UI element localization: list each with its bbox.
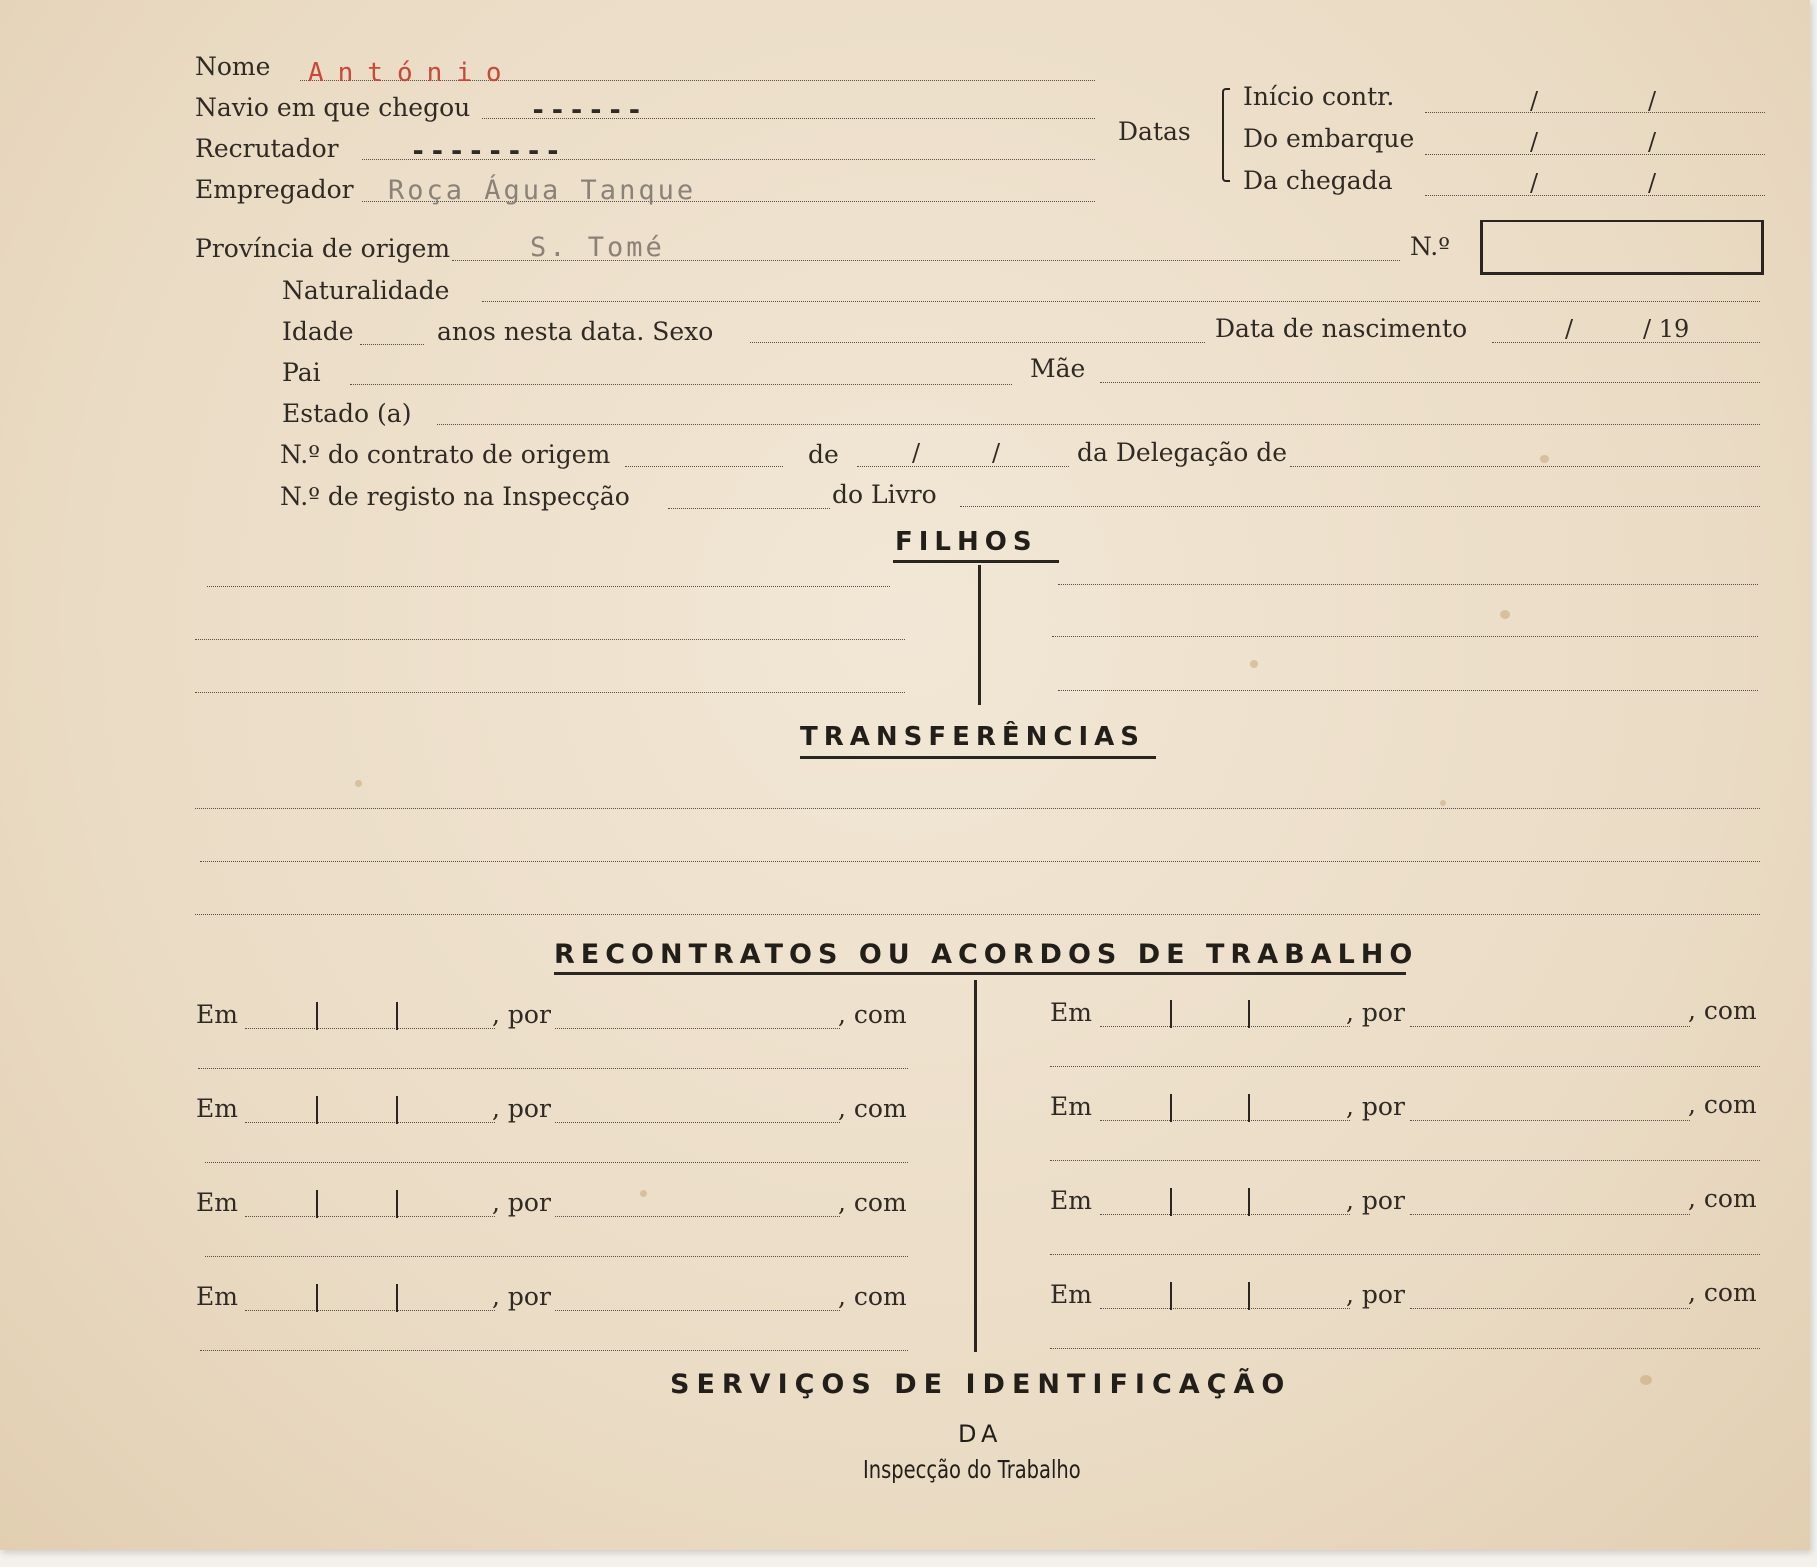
pai-line: [350, 384, 1012, 385]
recontratos-divider: [974, 980, 977, 1352]
chegada-line: [1425, 195, 1765, 196]
estado-label: Estado (a): [282, 399, 412, 428]
recontratos-underline: [554, 972, 1406, 975]
recontrato-right-1-com: , com: [1688, 996, 1757, 1025]
naturalidade-line: [482, 301, 1760, 302]
footer-inspeccao: Inspecção do Trabalho: [863, 1455, 1081, 1484]
recrutador-label: Recrutador: [195, 134, 339, 163]
navio-value: ------: [530, 95, 646, 126]
recontrato-right-4-date: [1100, 1308, 1350, 1309]
transferencias-underline: [800, 756, 1156, 759]
recontrato-right-4-em: Em: [1050, 1280, 1092, 1309]
recontrato-right-2-line2: [1050, 1160, 1760, 1161]
transferencias-line-1: [195, 808, 1760, 809]
recontrato-right-3-date: [1100, 1214, 1350, 1215]
recontrato-left-3-date: [245, 1216, 495, 1217]
provincia-label: Província de origem: [195, 234, 451, 263]
recontrato-right-3-com: , com: [1688, 1184, 1757, 1213]
contrato-label: N.º do contrato de origem: [280, 440, 611, 469]
recontrato-right-4-line2: [1050, 1348, 1760, 1349]
filhos-heading: FILHOS: [895, 527, 1038, 557]
recontrato-right-1-por-line: [1410, 1026, 1690, 1027]
recontrato-right-3-por-line: [1410, 1214, 1690, 1215]
recontrato-right-4-bar-2: [1248, 1282, 1250, 1310]
recontrato-left-4-em: Em: [196, 1282, 238, 1311]
recontrato-left-4-com: , com: [838, 1282, 907, 1311]
navio-label: Navio em que chegou: [195, 93, 471, 122]
stain: [1540, 455, 1549, 463]
embarque-slash-1: /: [1530, 128, 1539, 156]
recontrato-right-2-bar-1: [1170, 1094, 1172, 1122]
nome-value: António: [308, 58, 516, 88]
anos-sexo-label: anos nesta data. Sexo: [437, 317, 714, 346]
transferencias-line-2: [200, 861, 1760, 862]
embarque-line: [1425, 154, 1765, 155]
stain: [355, 780, 362, 787]
recontrato-right-1-date: [1100, 1026, 1350, 1027]
recontrato-left-3-com: , com: [838, 1188, 907, 1217]
stain: [1500, 610, 1510, 619]
recontrato-right-4-por-line: [1410, 1308, 1690, 1309]
empregador-value: Roça Água Tanque: [388, 175, 697, 206]
recontrato-right-1-bar-2: [1248, 1000, 1250, 1028]
filhos-underline: [893, 560, 1059, 563]
mae-line: [1100, 382, 1760, 383]
recontrato-left-1-por-line: [555, 1028, 840, 1029]
filhos-line-right-3: [1058, 690, 1758, 691]
transferencias-heading: TRANSFERÊNCIAS: [800, 722, 1146, 752]
recontrato-right-3-bar-2: [1248, 1188, 1250, 1216]
inicio-line: [1425, 112, 1765, 113]
contrato-line: [625, 466, 783, 467]
livro-label: do Livro: [832, 480, 937, 509]
recontrato-left-3-bar-2: [396, 1190, 398, 1218]
contrato-slash-2: /: [992, 439, 1001, 467]
registo-label: N.º de registo na Inspecção: [280, 482, 630, 511]
recontrato-left-2-bar-2: [396, 1096, 398, 1124]
recontrato-left-3-por: , por: [492, 1188, 551, 1217]
datas-brace: [1222, 88, 1230, 182]
livro-line: [960, 506, 1760, 507]
recontrato-left-2-em: Em: [196, 1094, 238, 1123]
filhos-line-left-2: [195, 639, 905, 640]
recontrato-right-2-por-line: [1410, 1120, 1690, 1121]
stain: [640, 1190, 647, 1197]
inicio-slash-2: /: [1648, 87, 1657, 115]
recontrato-left-3-line2: [205, 1256, 908, 1257]
stain: [1640, 1375, 1652, 1385]
recontrato-right-1-bar-1: [1170, 1000, 1172, 1028]
filhos-line-left-1: [207, 586, 890, 587]
filhos-divider: [978, 565, 981, 705]
delegacao-label: da Delegação de: [1077, 438, 1288, 467]
empregador-label: Empregador: [195, 175, 354, 204]
nascimento-slash: /: [1565, 315, 1574, 343]
recontrato-left-1-bar-2: [396, 1002, 398, 1030]
nome-label: Nome: [195, 52, 271, 81]
recontrato-right-1-line2: [1050, 1066, 1760, 1067]
recontrato-right-3-por: , por: [1346, 1186, 1405, 1215]
filhos-line-right-2: [1052, 636, 1758, 637]
recontrato-left-4-line2: [200, 1350, 908, 1351]
stain: [1440, 800, 1446, 806]
idade-line: [360, 344, 424, 345]
recontrato-left-3-por-line: [555, 1216, 840, 1217]
naturalidade-label: Naturalidade: [282, 276, 450, 305]
estado-line: [437, 424, 1760, 425]
provincia-value: S. Tomé: [530, 232, 665, 263]
delegacao-line: [1290, 466, 1760, 467]
chegada-slash-1: /: [1530, 169, 1539, 197]
filhos-line-right-1: [1058, 584, 1758, 585]
recontrato-right-1-em: Em: [1050, 998, 1092, 1027]
embarque-slash-2: /: [1648, 128, 1657, 156]
recontrato-right-3-line2: [1050, 1254, 1760, 1255]
recontrato-right-3-em: Em: [1050, 1186, 1092, 1215]
recontrato-left-3-bar-1: [316, 1190, 318, 1218]
numero-label: N.º: [1410, 232, 1450, 261]
recontrato-left-2-date: [245, 1122, 495, 1123]
recontrato-right-3-bar-1: [1170, 1188, 1172, 1216]
recontrato-left-4-por: , por: [492, 1282, 551, 1311]
recontrato-right-4-por: , por: [1346, 1280, 1405, 1309]
nascimento-line: [1492, 342, 1760, 343]
recontrato-left-1-line2: [198, 1068, 908, 1069]
recontrato-left-3-em: Em: [196, 1188, 238, 1217]
recontrato-right-2-por: , por: [1346, 1092, 1405, 1121]
recontrato-left-2-bar-1: [316, 1096, 318, 1124]
recrutador-value: --------: [410, 136, 565, 167]
numero-box: [1480, 220, 1764, 275]
recontrato-right-2-em: Em: [1050, 1092, 1092, 1121]
idade-label: Idade: [282, 317, 354, 346]
contrato-de-label: de: [808, 440, 839, 469]
inicio-label: Início contr.: [1243, 82, 1395, 111]
recontrato-left-4-date: [245, 1310, 495, 1311]
nascimento-label: Data de nascimento: [1215, 314, 1468, 343]
footer-da: DA: [958, 1420, 1003, 1448]
recontrato-left-4-bar-2: [396, 1284, 398, 1312]
contrato-date-line: [857, 466, 1069, 467]
recontrato-right-4-com: , com: [1688, 1278, 1757, 1307]
embarque-label: Do embarque: [1243, 124, 1415, 153]
footer-servicos: SERVIÇOS DE IDENTIFICAÇÃO: [670, 1369, 1292, 1400]
recontrato-left-1-date: [245, 1028, 495, 1029]
recontrato-left-1-bar-1: [316, 1002, 318, 1030]
chegada-label: Da chegada: [1243, 166, 1393, 195]
contrato-slash-1: /: [912, 439, 921, 467]
nascimento-year: / 19: [1643, 315, 1690, 343]
recontrato-left-2-com: , com: [838, 1094, 907, 1123]
transferencias-line-3: [195, 914, 1760, 915]
recontrato-left-4-bar-1: [316, 1284, 318, 1312]
recontrato-left-2-por-line: [555, 1122, 840, 1123]
recontrato-right-2-date: [1100, 1120, 1350, 1121]
inicio-slash-1: /: [1530, 87, 1539, 115]
recontrato-right-2-com: , com: [1688, 1090, 1757, 1119]
filhos-line-left-3: [195, 692, 905, 693]
recontrato-left-4-por-line: [555, 1310, 840, 1311]
recontrato-left-1-com: , com: [838, 1000, 907, 1029]
recontrato-right-2-bar-2: [1248, 1094, 1250, 1122]
recontrato-left-1-em: Em: [196, 1000, 238, 1029]
sexo-line: [750, 342, 1205, 343]
recontrato-right-1-por: , por: [1346, 998, 1405, 1027]
recontratos-heading: RECONTRATOS OU ACORDOS DE TRABALHO: [554, 939, 1419, 970]
stain: [1250, 660, 1258, 668]
chegada-slash-2: /: [1648, 169, 1657, 197]
datas-label: Datas: [1118, 117, 1191, 146]
pai-label: Pai: [282, 358, 321, 387]
recontrato-left-2-por: , por: [492, 1094, 551, 1123]
registo-line: [668, 508, 830, 509]
recontrato-left-2-line2: [205, 1162, 908, 1163]
recontrato-left-1-por: , por: [492, 1000, 551, 1029]
mae-label: Mãe: [1030, 354, 1086, 383]
recontrato-right-4-bar-1: [1170, 1282, 1172, 1310]
